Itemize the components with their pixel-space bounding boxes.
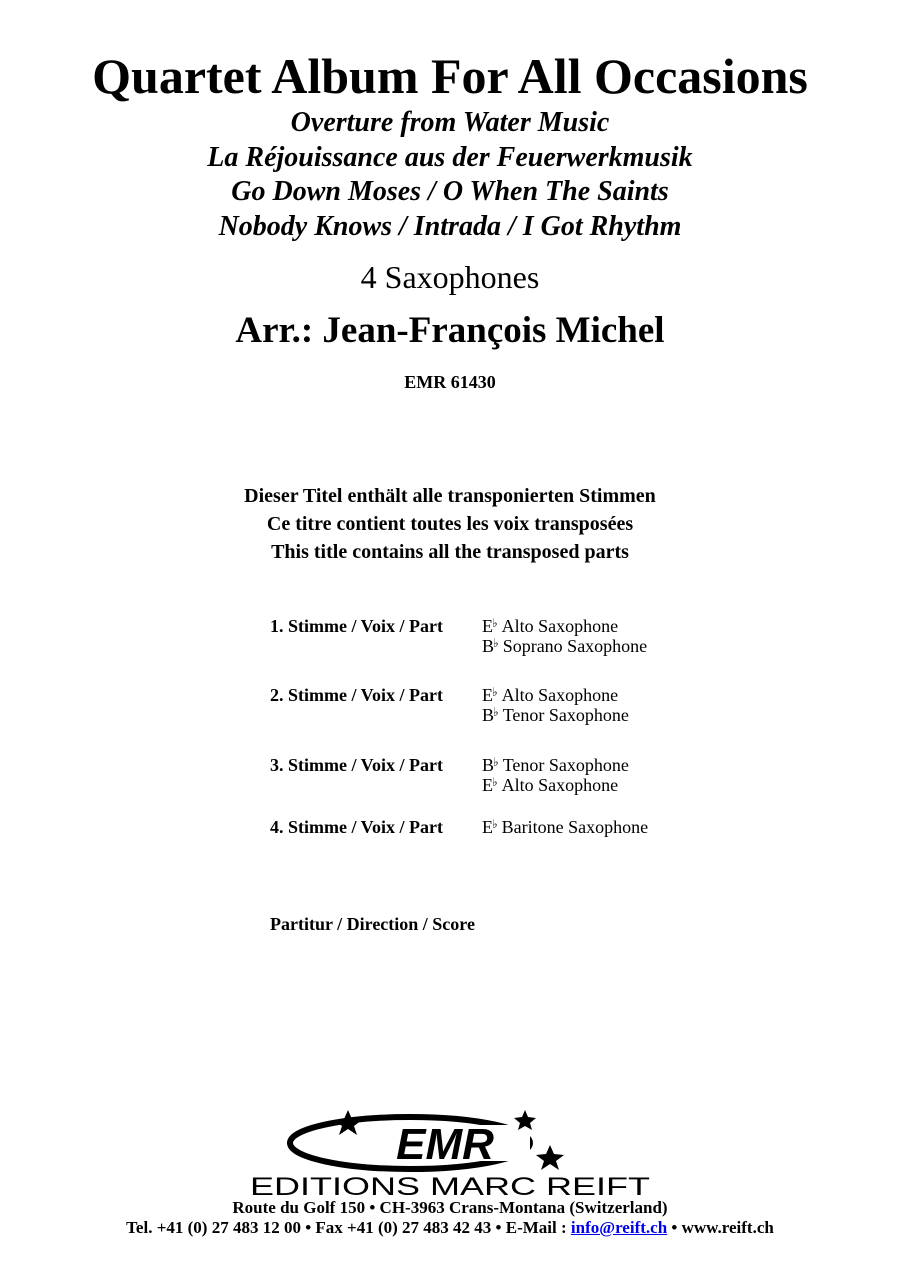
- part-label: 4. Stimme / Voix / Part: [270, 817, 443, 837]
- part-label: 1. Stimme / Voix / Part: [270, 616, 443, 636]
- part-label: 3. Stimme / Voix / Part: [270, 755, 443, 775]
- flat-sign: ♭: [492, 817, 498, 831]
- note-fr: Ce titre contient toutes les voix transposées: [266, 513, 634, 535]
- note-de: Dieser Titel enthält alle transponierten Stimmen: [244, 485, 656, 507]
- part-row: [270, 755, 790, 795]
- publisher-contact: Tel. +41 (0) 27 483 12 00 • Fax +41 (0) 27 483 42 43 • E-Mail : info@reift.ch • www.reift.ch: [126, 1218, 774, 1237]
- part-label: 2. Stimme / Voix / Part: [270, 685, 443, 705]
- flat-sign: ♭: [493, 705, 499, 719]
- transposition-notes: [0, 482, 900, 566]
- instrument: E♭ Baritone Saxophone: [482, 817, 649, 837]
- song-title: Overture from Water Music: [290, 107, 610, 138]
- catalog-number: EMR 61430: [404, 372, 496, 392]
- parts-list: [270, 617, 790, 838]
- instrument: E♭ Alto Saxophone: [482, 685, 619, 705]
- logo-text: EMR: [396, 1120, 494, 1169]
- instrument: B♭ Soprano Saxophone: [482, 636, 648, 656]
- flat-sign: ♭: [493, 636, 499, 650]
- score-label: Partitur / Direction / Score: [270, 914, 475, 934]
- arranger: Arr.: Jean-François Michel: [235, 310, 665, 351]
- part-instruments: [482, 755, 790, 795]
- publisher-name: EDITIONS MARC REIFT: [250, 1173, 650, 1200]
- page-title: Quartet Album For All Occasions: [92, 48, 808, 104]
- emr-logo: [245, 1105, 655, 1200]
- publisher-address: Route du Golf 150 • CH-3963 Crans-Montana (Switzerland): [232, 1198, 668, 1217]
- instrument: E♭ Alto Saxophone: [482, 775, 619, 795]
- instrument: E♭ Alto Saxophone: [482, 616, 619, 636]
- part-instruments: [482, 616, 790, 656]
- part-row: [270, 616, 790, 656]
- song-title: Nobody Knows / Intrada / I Got Rhythm: [218, 210, 682, 242]
- instrument: B♭ Tenor Saxophone: [482, 755, 629, 775]
- note-en: This title contains all the transposed parts: [271, 541, 629, 563]
- flat-sign: ♭: [493, 755, 499, 769]
- part-row: [270, 685, 790, 725]
- part-instruments: [482, 685, 790, 725]
- song-title: Go Down Moses / O When The Saints: [231, 176, 669, 207]
- instrumentation: 4 Saxophones: [360, 259, 540, 295]
- flat-sign: ♭: [492, 616, 498, 630]
- song-title: La Réjouissance aus der Feuerwerkmusik: [207, 141, 693, 173]
- flat-sign: ♭: [492, 685, 498, 699]
- flat-sign: ♭: [492, 775, 498, 789]
- part-instruments: [482, 818, 790, 838]
- instrument: B♭ Tenor Saxophone: [482, 705, 629, 725]
- song-list: [0, 106, 900, 244]
- part-row: [270, 818, 790, 838]
- star-icon: [536, 1145, 564, 1170]
- email-link[interactable]: info@reift.ch: [570, 1218, 668, 1237]
